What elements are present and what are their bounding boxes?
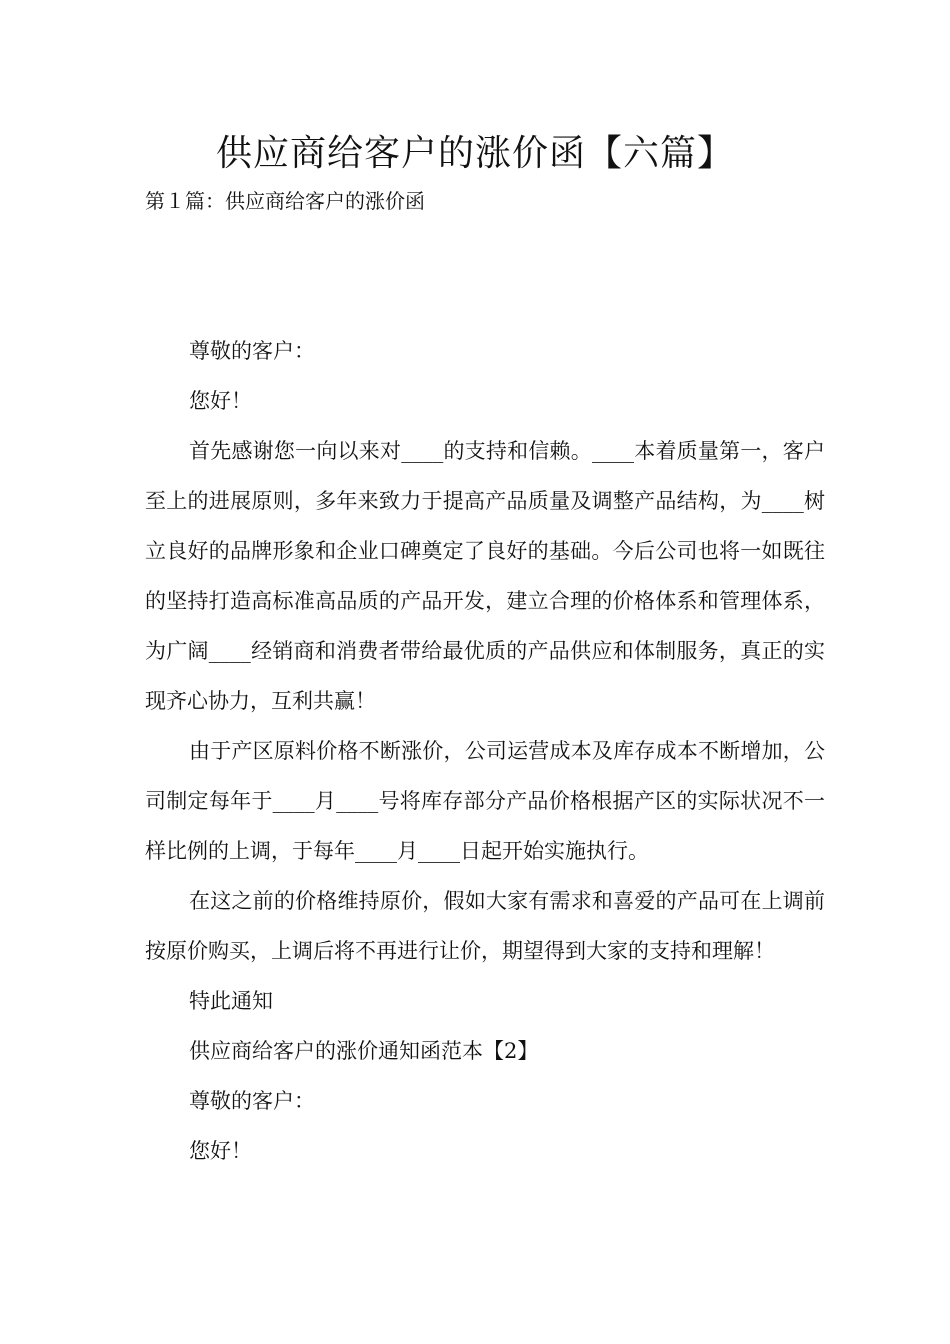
document-subtitle: 第１篇：供应商给客户的涨价函 [145,189,425,213]
salutation: 尊敬的客户： [189,339,315,363]
closing-line: 特此通知 [189,989,273,1013]
greeting: 您好！ [189,1139,252,1163]
greeting: 您好！ [189,389,252,413]
document-body [145,326,825,1176]
document-title: 供应商给客户的涨价函【六篇】 [215,133,734,174]
salutation: 尊敬的客户： [189,1089,315,1113]
body-paragraph: 由于产区原料价格不断涨价，公司运营成本及库存成本不断增加，公司制定每年于____月____号将库存部分产品价格根据产区的实际状况不一样比例的上调，于每年____月____日起开始实施执行。 [145,739,825,863]
body-paragraph: 在这之前的价格维持原价，假如大家有需求和喜爱的产品可在上调前按原价购买，上调后将不再进行让价，期望得到大家的支持和理解！ [145,889,825,963]
section-heading: 供应商给客户的涨价通知函范本【2】 [189,1039,539,1063]
body-paragraph: 首先感谢您一向以来对____的支持和信赖。____本着质量第一，客户至上的进展原则，多年来致力于提高产品质量及调整产品结构，为____树立良好的品牌形象和企业口碑奠定了良好的基础。今后公司也将一如既往的坚持打造高标准高品质的产品开发，建立合理的价格体系和管理体系，为广阔____经销商和消费者带给最优质的产品供应和体制服务，真正的实现齐心协力，互利共赢！ [145,439,825,713]
